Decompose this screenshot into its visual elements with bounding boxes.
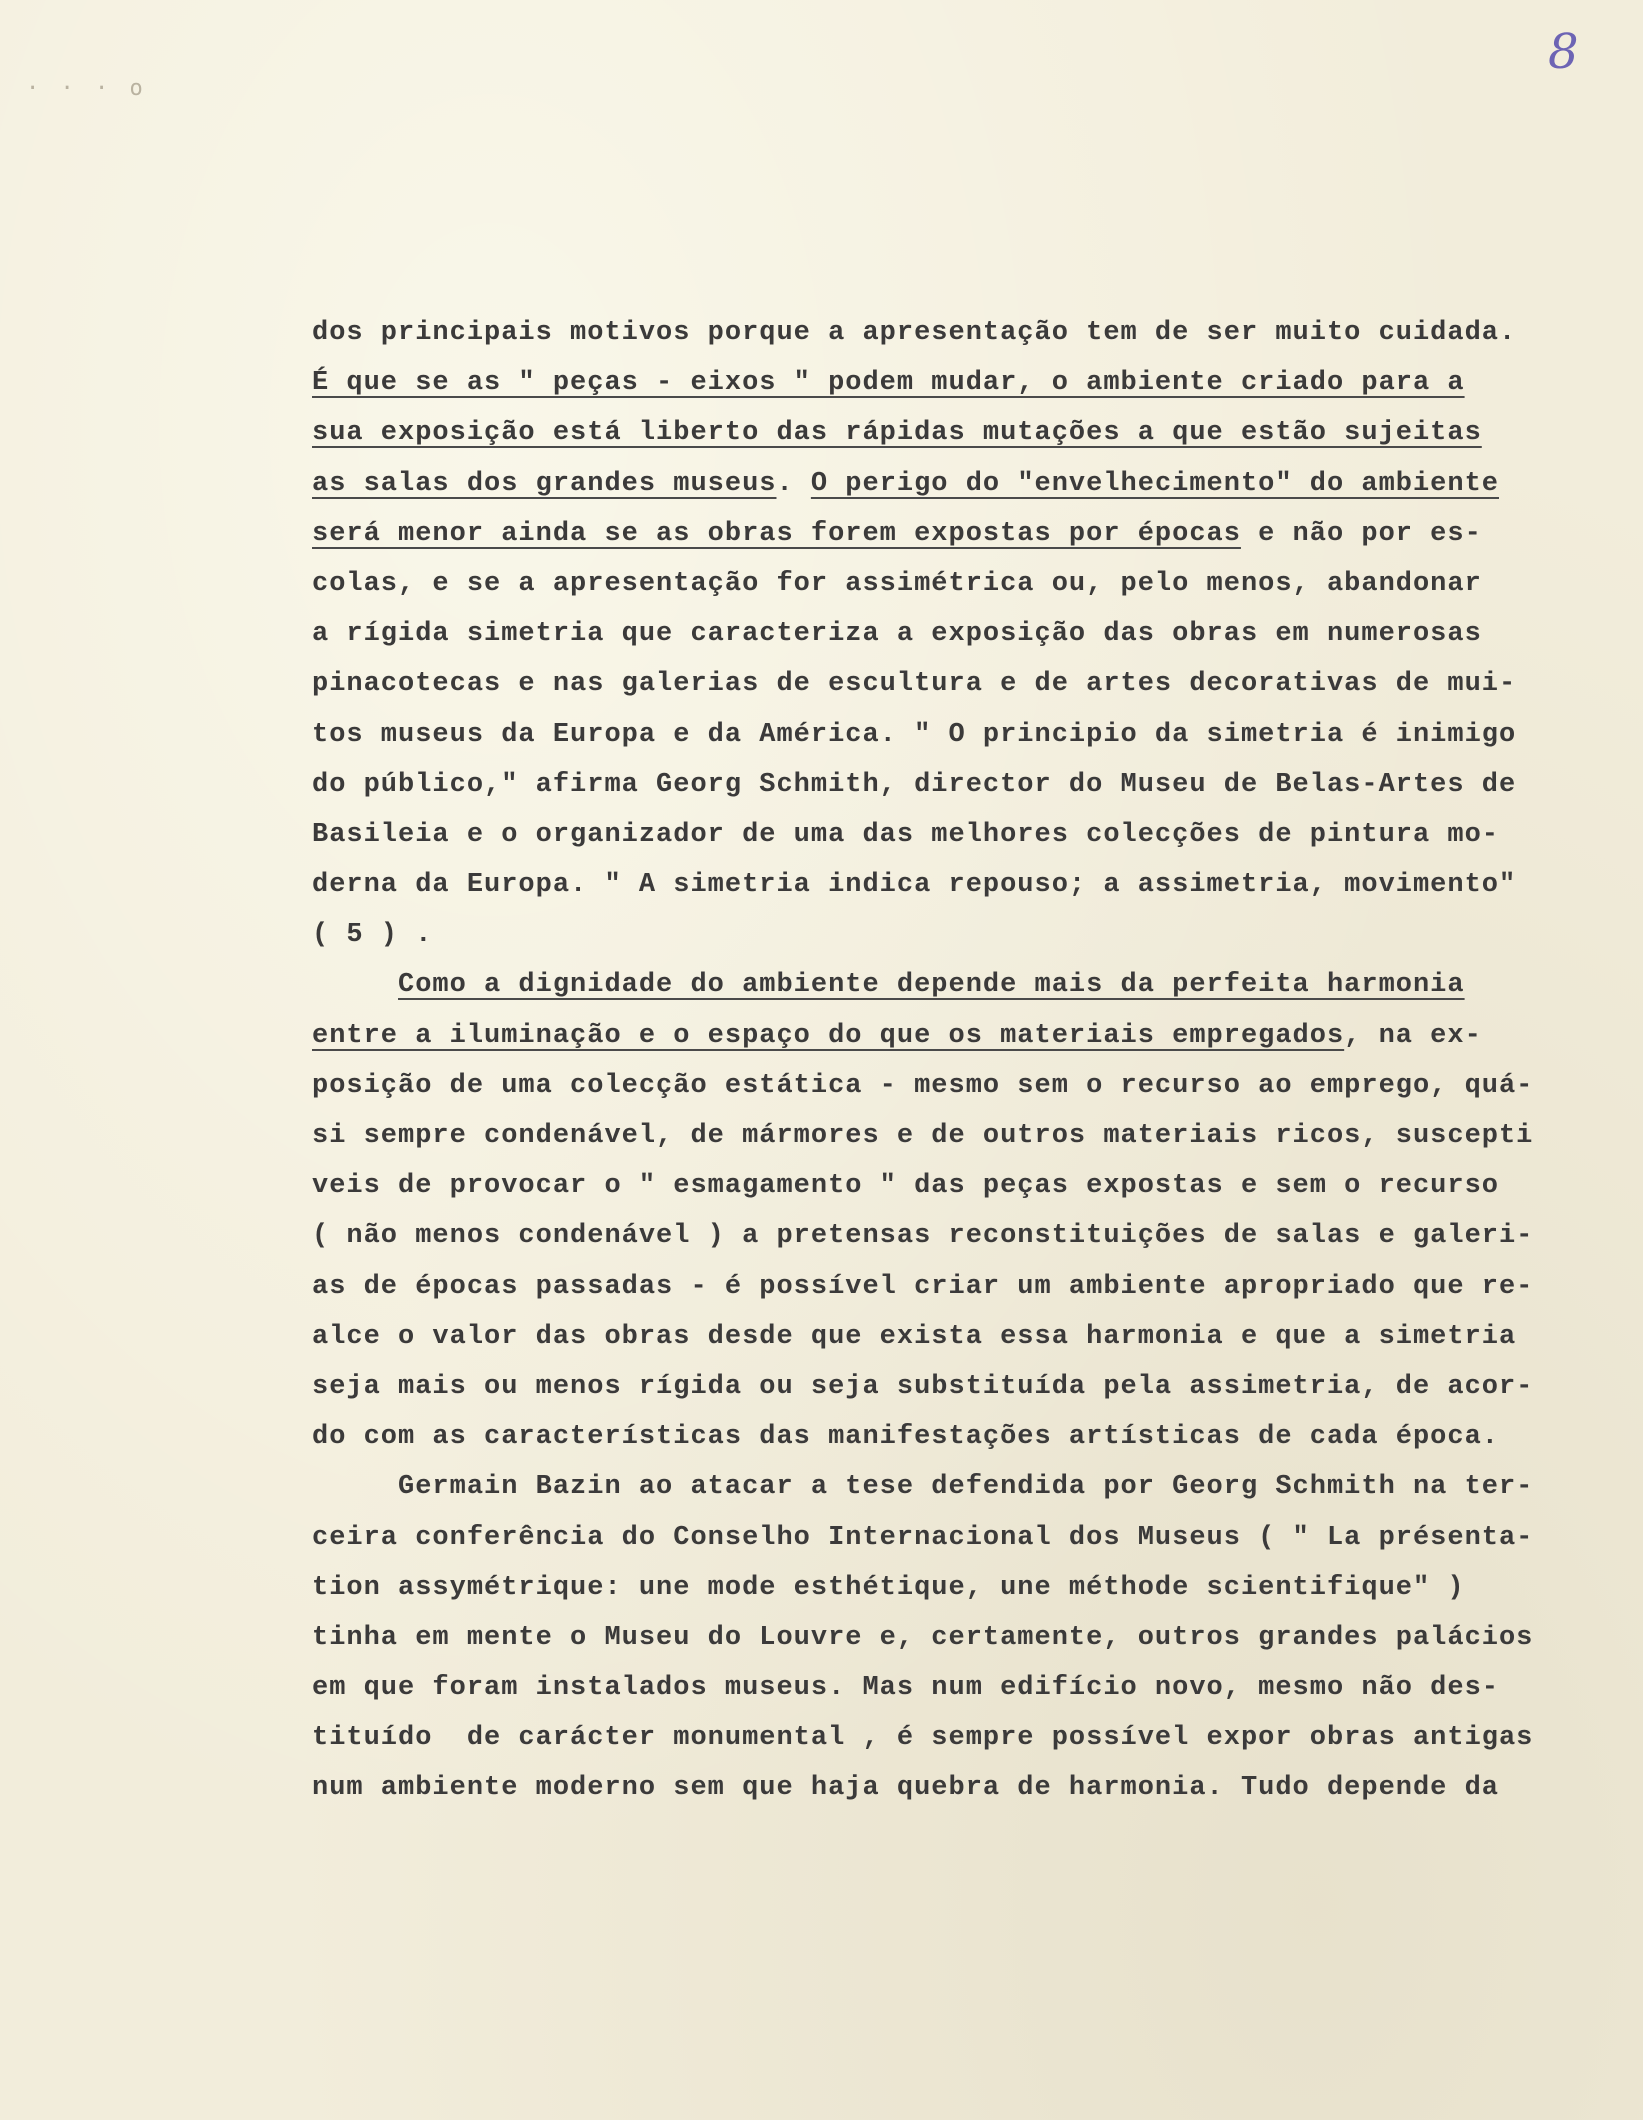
margin-mark: · · · o xyxy=(26,76,147,101)
text-segment: ceira conferência do Conselho Internacional dos Museus ( " La présenta- xyxy=(312,1522,1534,1553)
text-segment: tion assymétrique: une mode esthétique, une méthode scientifique" ) xyxy=(312,1572,1465,1603)
text-segment: e não por es- xyxy=(1240,518,1482,549)
text-segment: alce o valor das obras desde que exista essa harmonia e que a simetria xyxy=(312,1321,1517,1352)
text-line xyxy=(312,459,1612,509)
text-line xyxy=(312,1663,1612,1713)
text-segment: colas, e se a apresentação for assimétrica ou, pelo menos, abandonar xyxy=(312,568,1482,599)
underlined-text: sua exposição está liberto das rápidas mutações a que estão sujeitas xyxy=(312,418,1482,449)
text-segment: . xyxy=(776,468,811,499)
text-line xyxy=(312,860,1612,910)
text-line xyxy=(312,810,1612,860)
underlined-text: O perigo do "envelhecimento" do ambiente xyxy=(810,468,1499,499)
text-segment: num ambiente moderno sem que haja quebra de harmonia. Tudo depende da xyxy=(312,1773,1499,1804)
underlined-text: Como a dignidade do ambiente depende mais da perfeita harmonia xyxy=(398,970,1465,1001)
text-segment: dos principais motivos porque a apresentação tem de ser muito cuidada. xyxy=(312,318,1517,348)
text-line xyxy=(312,1513,1612,1563)
text-line xyxy=(312,1613,1612,1663)
text-segment: em que foram instalados museus. Mas num edifício novo, mesmo não des- xyxy=(312,1673,1499,1704)
body-text xyxy=(312,308,1612,1814)
text-segment: veis de provocar o " esmagamento " das peças expostas e sem o recurso xyxy=(312,1171,1499,1202)
underlined-text: será menor ainda se as obras forem expostas por épocas xyxy=(312,518,1241,549)
text-line xyxy=(312,710,1612,760)
text-line xyxy=(312,1111,1612,1161)
text-line xyxy=(312,1312,1612,1362)
text-line xyxy=(312,1763,1612,1813)
underlined-text: as salas dos grandes museus xyxy=(312,468,777,499)
text-line xyxy=(312,1362,1612,1412)
text-line xyxy=(312,308,1612,358)
text-segment: seja mais ou menos rígida ou seja substituída pela assimetria, de acor- xyxy=(312,1371,1534,1402)
text-segment: derna da Europa. " A simetria indica repouso; a assimetria, movimento" xyxy=(312,870,1517,901)
text-segment: Germain Bazin ao atacar a tese defendida por Georg Schmith na ter- xyxy=(312,1472,1534,1503)
text-line xyxy=(312,1412,1612,1462)
text-line xyxy=(312,559,1612,609)
text-line xyxy=(312,659,1612,709)
text-line xyxy=(312,910,1612,960)
text-segment: , na ex- xyxy=(1344,1020,1482,1051)
text-segment: tos museus da Europa e da América. " O principio da simetria é inimigo xyxy=(312,719,1517,750)
text-segment: a rígida simetria que caracteriza a exposição das obras em numerosas xyxy=(312,619,1482,650)
text-segment: tituído de carácter monumental , é sempre possível expor obras antigas xyxy=(312,1723,1534,1754)
text-segment xyxy=(312,970,398,1000)
text-line xyxy=(312,1262,1612,1312)
text-line xyxy=(312,358,1612,408)
text-line xyxy=(312,760,1612,810)
text-segment: do público," afirma Georg Schmith, director do Museu de Belas-Artes de xyxy=(312,769,1517,800)
text-segment: ( não menos condenável ) a pretensas reconstituições de salas e galeri- xyxy=(312,1221,1534,1252)
underlined-text: entre a iluminação e o espaço do que os materiais empregados xyxy=(312,1020,1345,1051)
text-segment: Basileia e o organizador de uma das melhores colecções de pintura mo- xyxy=(312,819,1499,850)
text-line xyxy=(312,1161,1612,1211)
text-segment: posição de uma colecção estática - mesmo sem o recurso ao emprego, quá- xyxy=(312,1070,1534,1101)
text-line xyxy=(312,509,1612,559)
text-line xyxy=(312,1462,1612,1512)
underlined-text: É que se as " peças - eixos " podem mudar, o ambiente criado para a xyxy=(312,368,1465,399)
text-line xyxy=(312,1713,1612,1763)
page-number: 8 xyxy=(1548,24,1579,80)
text-segment: tinha em mente o Museu do Louvre e, certamente, outros grandes palácios xyxy=(312,1622,1534,1653)
text-line xyxy=(312,1211,1612,1261)
text-line xyxy=(312,609,1612,659)
text-segment: pinacotecas e nas galerias de escultura e de artes decorativas de mui- xyxy=(312,669,1517,700)
text-segment: ( 5 ) . xyxy=(312,920,433,951)
text-segment: si sempre condenável, de mármores e de outros materiais ricos, suscepti xyxy=(312,1121,1534,1151)
text-line xyxy=(312,1563,1612,1613)
text-segment: do com as características das manifestações artísticas de cada época. xyxy=(312,1422,1499,1453)
text-line xyxy=(312,1011,1612,1061)
text-line xyxy=(312,1061,1612,1111)
text-segment: as de épocas passadas - é possível criar um ambiente apropriado que re- xyxy=(312,1271,1534,1302)
text-line xyxy=(312,960,1612,1010)
text-line xyxy=(312,408,1612,458)
